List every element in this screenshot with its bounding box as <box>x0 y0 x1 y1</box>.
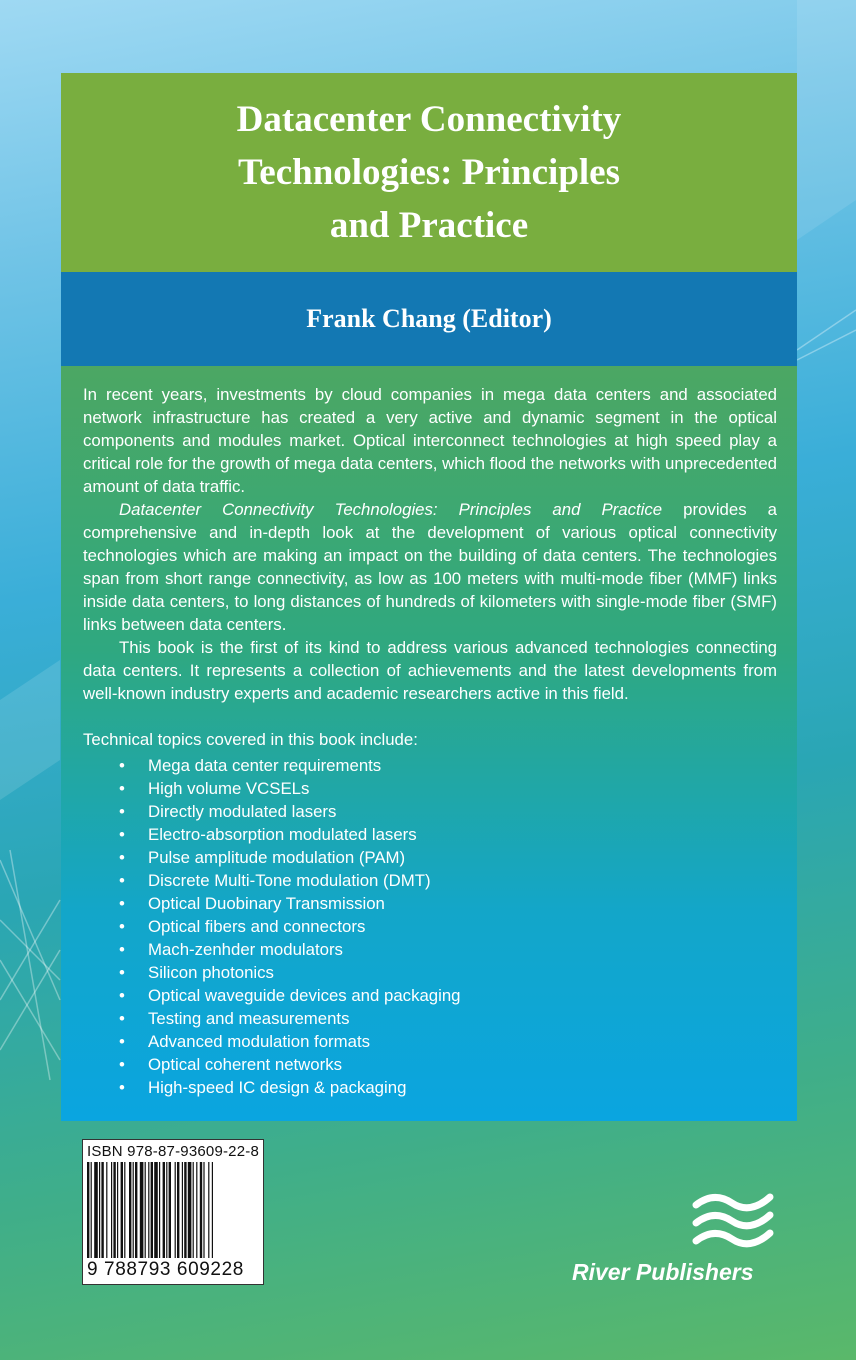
isbn-digits: 9 788793 609228 <box>87 1259 244 1280</box>
isbn-label: ISBN 978-87-93609-22-8 <box>87 1143 260 1160</box>
list-item: • Mach-zenhder modulators <box>83 938 777 961</box>
book-title-inline: Datacenter Connectivity Technologies: Principles and Practice <box>119 500 663 519</box>
publisher-name: River Publishers <box>572 1259 754 1285</box>
description-paragraph-1: In recent years, investments by cloud companies in mega data centers and associated network infrastructure has created a very active and dynamic segment in the optical components and modules market. Optical interconnect technologies at high speed play a critical role for the growth of mega data centers, which flood the networks with unprecedented amount of data traffic. <box>83 385 777 496</box>
list-item: • Optical fibers and connectors <box>83 915 777 938</box>
list-item: • Directly modulated lasers <box>83 800 777 823</box>
list-item: • Optical coherent networks <box>83 1053 777 1076</box>
list-item: • Silicon photonics <box>83 961 777 984</box>
barcode-bars <box>87 1162 259 1258</box>
description <box>83 383 777 1099</box>
author-band <box>61 272 797 366</box>
list-item: • High-speed IC design & packaging <box>83 1076 777 1099</box>
list-item: • Pulse amplitude modulation (PAM) <box>83 846 777 869</box>
list-item: • High volume VCSELs <box>83 777 777 800</box>
list-item: • Testing and measurements <box>83 1007 777 1030</box>
description-paragraph-3: This book is the first of its kind to address various advanced technologies connecting data centers. It represents a collection of achievements and the latest developments from well-known industry experts and academic researchers active in this field. <box>83 638 777 703</box>
list-item: • Advanced modulation formats <box>83 1030 777 1053</box>
topics-intro: Technical topics covered in this book include: <box>83 730 418 749</box>
river-waves-icon <box>690 1189 776 1251</box>
back-cover-panel <box>61 73 797 1121</box>
list-item: • Electro-absorption modulated lasers <box>83 823 777 846</box>
book-author: Frank Chang (Editor) <box>306 304 552 333</box>
topics-list <box>83 754 777 1099</box>
list-item: • Discrete Multi-Tone modulation (DMT) <box>83 869 777 892</box>
list-item: • Optical Duobinary Transmission <box>83 892 777 915</box>
isbn-barcode <box>82 1139 264 1285</box>
description-paragraph-2 <box>83 498 777 636</box>
description-paragraph-2-text: provides a comprehensive and in-depth look at the development of various optical connectivity technologies which are making an impact on the building of data centers. The technologies span from short range connectivity, as low as 100 meters with multi-mode fiber (MMF) links inside data centers, to long distances of hundreds of kilometers with single-mode fiber (SMF) links between data centers. <box>83 500 777 634</box>
book-title: Datacenter Connectivity Technologies: Principles and Practice <box>236 99 622 246</box>
list-item: • Optical waveguide devices and packaging <box>83 984 777 1007</box>
list-item: • Mega data center requirements <box>83 754 777 777</box>
title-band <box>61 73 797 272</box>
